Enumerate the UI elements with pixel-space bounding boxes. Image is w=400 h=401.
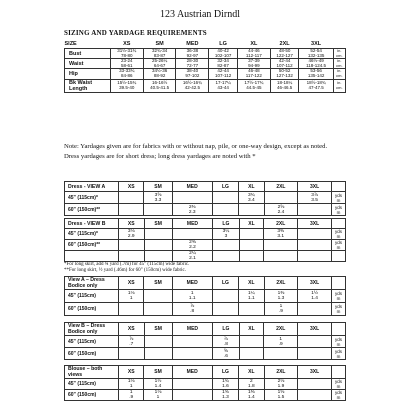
yardage-value: 1⅜ 1.4 bbox=[239, 390, 264, 401]
footnote-2: **For long skirt, ½ yard (.46m) for 60" (150cm) wide fabric. bbox=[64, 268, 187, 273]
sizing-cell: 18-18¼ 46-46.5 bbox=[270, 79, 299, 92]
yardage-value bbox=[212, 290, 238, 303]
yardage-value: 3⅛ 2.9 bbox=[119, 229, 145, 240]
yardage-row bbox=[65, 290, 346, 303]
yardage-value bbox=[298, 336, 332, 348]
sizing-cell: 46-48 117-122 bbox=[237, 69, 270, 79]
sizing-cell: 18½-18¾ 47-47.5 bbox=[299, 79, 333, 92]
yardage-unit: yds m bbox=[332, 336, 346, 348]
yardage-header: Dress - VIEW B bbox=[65, 219, 119, 229]
yardage-header: 2XL bbox=[264, 277, 298, 290]
yardage-value bbox=[264, 192, 298, 204]
sizing-cell: 50-52 127-132 bbox=[270, 69, 299, 79]
sizing-cell: 42-44 107-112 bbox=[209, 69, 238, 79]
yardage-value: 1 1.1 bbox=[172, 290, 212, 303]
yardage-value bbox=[239, 336, 264, 348]
yardage-value: ⅞ .8 bbox=[213, 336, 239, 348]
yardage-header: 3XL bbox=[298, 366, 332, 379]
sizing-cell: 53-56 135-142 bbox=[299, 69, 333, 79]
sizing-cell: 34½-36 88-92 bbox=[143, 69, 176, 79]
yardage-header: 2XL bbox=[264, 323, 298, 336]
yardage-header: MED bbox=[172, 219, 212, 229]
sizing-row-label: Waist bbox=[65, 59, 111, 69]
yardage-header: XS bbox=[119, 182, 144, 192]
yardage-unit-header bbox=[332, 366, 346, 379]
yardage-header: SM bbox=[144, 219, 172, 229]
yardage-value: 3¼ 3 bbox=[213, 229, 239, 240]
sizing-cell: in. cm. bbox=[333, 79, 345, 92]
yardage-value bbox=[298, 379, 332, 390]
yardage-value bbox=[144, 348, 172, 360]
yardage-value: 3⅝ 3.3 bbox=[144, 192, 172, 204]
yardage-value bbox=[298, 240, 332, 251]
yardage-unit: yds m bbox=[332, 240, 346, 251]
yardage-value bbox=[172, 390, 212, 401]
sizing-row bbox=[65, 79, 346, 92]
yardage-header: XL bbox=[239, 219, 264, 229]
yardage-header: LG bbox=[212, 182, 238, 192]
sizing-cell: 38-40 97-102 bbox=[176, 69, 209, 79]
yardage-value bbox=[298, 303, 332, 316]
yardage-header: LG bbox=[213, 323, 239, 336]
yardage-value bbox=[144, 336, 172, 348]
sizing-cell: 46½-49 118-124.5 bbox=[299, 59, 333, 69]
yardage-header: View A – Dress Bodice only bbox=[65, 277, 119, 290]
yardage-value: 1⅝ 1.5 bbox=[264, 390, 298, 401]
sizing-header: LG bbox=[209, 39, 238, 49]
yardage-unit bbox=[332, 251, 346, 262]
yardage-value bbox=[172, 229, 212, 240]
yardage-value bbox=[144, 290, 172, 303]
yardage-value: 2⅜ 2.2 bbox=[172, 240, 212, 251]
sizing-cell: 48-50 122-127 bbox=[270, 49, 299, 59]
yardage-header: 3XL bbox=[298, 277, 332, 290]
sizing-cell: 42-44 107-112 bbox=[270, 59, 299, 69]
yardage-header: 3XL bbox=[298, 182, 332, 192]
yardage-unit: yds m bbox=[332, 348, 346, 360]
yardage-value bbox=[298, 204, 332, 216]
yardage-row bbox=[65, 251, 346, 262]
yardage-value: 3⅞ 3.5 bbox=[298, 192, 332, 204]
sizing-header: MED bbox=[176, 39, 209, 49]
yardage-value bbox=[144, 204, 172, 216]
yardage-note: Note: Yardages given are for fabrics with or without nap, pile, or one-way design, except as noted. Dress yardages are for short dress; long dress yardages are noted with * bbox=[64, 143, 328, 160]
sizing-cell: 28-30 72-77 bbox=[176, 59, 209, 69]
yardage-unit: yds m bbox=[332, 303, 346, 316]
yardage-row bbox=[65, 240, 346, 251]
sizing-cell: 17-17¼ 43-44 bbox=[209, 79, 238, 92]
yardage-row bbox=[65, 303, 346, 316]
yardage-header: XS bbox=[119, 323, 145, 336]
yardage-row bbox=[65, 229, 346, 240]
sizing-header: SM bbox=[143, 39, 176, 49]
yardage-row bbox=[65, 390, 346, 401]
sizing-row bbox=[65, 69, 346, 79]
sizing-cell: 16-16½ 40.5-41.5 bbox=[143, 79, 176, 92]
yardage-value bbox=[172, 379, 212, 390]
yardage-row bbox=[65, 348, 346, 360]
sizing-cell: in. cm. bbox=[333, 69, 345, 79]
sizing-cell: 32-34 82-87 bbox=[209, 59, 238, 69]
yardage-row-label: 45" (115cm)* bbox=[65, 229, 119, 240]
yardage-value: 1¼ 1.1 bbox=[239, 290, 264, 303]
yardage-value bbox=[264, 251, 298, 262]
yardage-value bbox=[119, 204, 144, 216]
sizing-header: SIZE bbox=[65, 39, 111, 49]
yardage-value bbox=[119, 303, 144, 316]
sizing-cell: 37-39 94-99 bbox=[237, 59, 270, 69]
yardage-row-label: 45" (115cm) bbox=[65, 336, 119, 348]
yardage-unit: yds m bbox=[332, 379, 346, 390]
yardage-value bbox=[298, 390, 332, 401]
yardage-header: MED bbox=[172, 182, 212, 192]
yardage-value bbox=[264, 240, 298, 251]
yardage-header: MED bbox=[172, 323, 212, 336]
yardage-header: LG bbox=[212, 277, 238, 290]
yardage-unit: yds m bbox=[332, 192, 346, 204]
yardage-row bbox=[65, 379, 346, 390]
yardage-value bbox=[212, 204, 238, 216]
yardage-value: 2⅜ 2.3 bbox=[172, 204, 212, 216]
yardage-header: XS bbox=[119, 277, 144, 290]
yardage-value: 2¼ 2.1 bbox=[172, 251, 212, 262]
yardage-row-label: 45" (115cm) bbox=[65, 379, 119, 390]
view-b-bodice-table bbox=[64, 322, 346, 360]
dress-view-a-table bbox=[64, 181, 346, 216]
yardage-value bbox=[144, 303, 172, 316]
yardage-row-label: 60" (150cm) bbox=[65, 303, 119, 316]
yardage-unit: yds m bbox=[332, 390, 346, 401]
yardage-unit-header bbox=[332, 219, 346, 229]
sizing-cell: 44-46 112-117 bbox=[237, 49, 270, 59]
yardage-value bbox=[239, 251, 264, 262]
yardage-unit: yds m bbox=[332, 290, 346, 303]
yardage-value bbox=[172, 336, 212, 348]
yardage-value bbox=[298, 251, 332, 262]
sizing-cell: 15½-15¾ 39.5-40 bbox=[110, 79, 143, 92]
yardage-row-label: 60" (150cm) bbox=[65, 390, 119, 401]
yardage-value: 2⅛ 1.9 bbox=[264, 379, 298, 390]
yardage-value: 1⅝ 1.3 bbox=[212, 390, 238, 401]
sizing-cell: 32¾-34 83-87 bbox=[143, 49, 176, 59]
yardage-header: SM bbox=[144, 182, 172, 192]
yardage-value bbox=[298, 348, 332, 360]
yardage-value bbox=[172, 192, 212, 204]
yardage-row-label: 60" (150cm) bbox=[65, 348, 119, 360]
yardage-value bbox=[239, 240, 264, 251]
yardage-header: SM bbox=[144, 323, 172, 336]
yardage-header: 2XL bbox=[264, 366, 298, 379]
yardage-row bbox=[65, 204, 346, 216]
yardage-value: 3¾ 3.4 bbox=[239, 192, 264, 204]
yardage-header: LG bbox=[213, 219, 239, 229]
yardage-value bbox=[212, 303, 238, 316]
yardage-value: 1⅛ 1 bbox=[119, 379, 144, 390]
yardage-header: 2XL bbox=[264, 182, 298, 192]
sizing-cell: 17½-17¾ 44.5-45 bbox=[237, 79, 270, 92]
sizing-cell: 23-24 58-61 bbox=[110, 59, 143, 69]
yardage-value: 1 .9 bbox=[264, 303, 298, 316]
yardage-header: XL bbox=[239, 366, 264, 379]
yardage-header: XL bbox=[239, 277, 264, 290]
sizing-row bbox=[65, 49, 346, 59]
sizing-cell: 25-26¼ 64-67 bbox=[143, 59, 176, 69]
yardage-value bbox=[239, 303, 264, 316]
yardage-value: 1⅜ 1.3 bbox=[264, 290, 298, 303]
yardage-value: 1½ 1.4 bbox=[144, 379, 172, 390]
sizing-cell: 33-33¾ 84-86 bbox=[110, 69, 143, 79]
yardage-header: XS bbox=[119, 366, 144, 379]
yardage-value: 1⅛ 1 bbox=[119, 290, 144, 303]
yardage-value bbox=[239, 204, 264, 216]
yardage-value: 1⅛ 1 bbox=[144, 390, 172, 401]
sizing-row-label: Bust bbox=[65, 49, 111, 59]
yardage-value bbox=[239, 229, 264, 240]
yardage-value: 3⅜ 3.1 bbox=[264, 229, 298, 240]
sizing-cell: 52-54 132-135 bbox=[299, 49, 333, 59]
page-title: 123 Austrian Dirndl bbox=[160, 9, 240, 20]
yardage-value bbox=[213, 240, 239, 251]
yardage-value bbox=[119, 348, 145, 360]
sizing-cell: 16½-16¾ 42-42.5 bbox=[176, 79, 209, 92]
yardage-value bbox=[239, 348, 264, 360]
yardage-value bbox=[119, 192, 144, 204]
sizing-row-label: Bk Waist Length bbox=[65, 79, 111, 92]
yardage-header: Dress - VIEW A bbox=[65, 182, 119, 192]
yardage-row-label: 60" (150cm)** bbox=[65, 240, 119, 251]
dress-view-b-table bbox=[64, 218, 346, 262]
yardage-row-label: 45" (115cm)* bbox=[65, 192, 119, 204]
sizing-cell: in. cm. bbox=[333, 59, 345, 69]
sizing-cell: in. cm. bbox=[333, 49, 345, 59]
yardage-row-label bbox=[65, 251, 119, 262]
yardage-header: SM bbox=[144, 366, 172, 379]
yardage-value bbox=[119, 251, 145, 262]
yardage-unit: yds m bbox=[332, 204, 346, 216]
yardage-value bbox=[172, 348, 212, 360]
yardage-header: LG bbox=[212, 366, 238, 379]
yardage-row bbox=[65, 336, 346, 348]
yardage-value: ⅝ .6 bbox=[213, 348, 239, 360]
yardage-header: Blouse – both views bbox=[65, 366, 119, 379]
yardage-value: 1½ 1.4 bbox=[298, 290, 332, 303]
yardage-unit-header bbox=[332, 277, 346, 290]
yardage-header: SM bbox=[144, 277, 172, 290]
yardage-value: ⅞ .8 bbox=[172, 303, 212, 316]
yardage-value: 2 1.8 bbox=[239, 379, 264, 390]
sizing-row-label: Hip bbox=[65, 69, 111, 79]
sizing-row bbox=[65, 59, 346, 69]
yardage-value bbox=[298, 229, 332, 240]
blouse-table bbox=[64, 365, 346, 401]
yardage-value bbox=[144, 251, 172, 262]
yardage-header: 3XL bbox=[298, 219, 332, 229]
yardage-value: 1 .9 bbox=[264, 336, 298, 348]
sizing-header: 2XL bbox=[270, 39, 299, 49]
yardage-header: 2XL bbox=[264, 219, 298, 229]
sizing-header: XL bbox=[237, 39, 270, 49]
yardage-header: View B – Dress Bodice only bbox=[65, 323, 119, 336]
yardage-unit-header bbox=[332, 323, 346, 336]
yardage-header: XL bbox=[239, 182, 264, 192]
yardage-value: 1¾ 1.6 bbox=[212, 379, 238, 390]
yardage-value: 2⅝ 2.4 bbox=[264, 204, 298, 216]
yardage-header: MED bbox=[172, 277, 212, 290]
yardage-header: XL bbox=[239, 323, 264, 336]
section-title: SIZING AND YARDAGE REQUIREMENTS bbox=[64, 29, 207, 37]
yardage-unit-header bbox=[332, 182, 346, 192]
yardage-row-label: 60" (150cm)** bbox=[65, 204, 119, 216]
view-a-bodice-table bbox=[64, 276, 346, 316]
yardage-row bbox=[65, 192, 346, 204]
yardage-value: 1 .9 bbox=[119, 390, 144, 401]
sizing-header: 3XL bbox=[299, 39, 333, 49]
yardage-value bbox=[119, 240, 145, 251]
sizing-cell: 40-42 102-107 bbox=[209, 49, 238, 59]
yardage-value bbox=[144, 240, 172, 251]
yardage-value: ⅞ .7 bbox=[119, 336, 145, 348]
sizing-header: XS bbox=[110, 39, 143, 49]
yardage-value bbox=[213, 251, 239, 262]
yardage-header: XS bbox=[119, 219, 145, 229]
sizing-cell: 36-38 92-97 bbox=[176, 49, 209, 59]
yardage-header: MED bbox=[172, 366, 212, 379]
sizing-cell: 31½-31¾ 78-80 bbox=[110, 49, 143, 59]
sizing-table bbox=[64, 39, 346, 93]
yardage-value bbox=[144, 229, 172, 240]
yardage-unit: yds m bbox=[332, 229, 346, 240]
yardage-row-label: 45" (115cm) bbox=[65, 290, 119, 303]
footnote-1: *For long skirt, add ¾ yard (.7m) for 45" (115cm) wide fabric. bbox=[64, 262, 190, 267]
yardage-value bbox=[264, 348, 298, 360]
yardage-header: 3XL bbox=[298, 323, 332, 336]
yardage-value bbox=[212, 192, 238, 204]
